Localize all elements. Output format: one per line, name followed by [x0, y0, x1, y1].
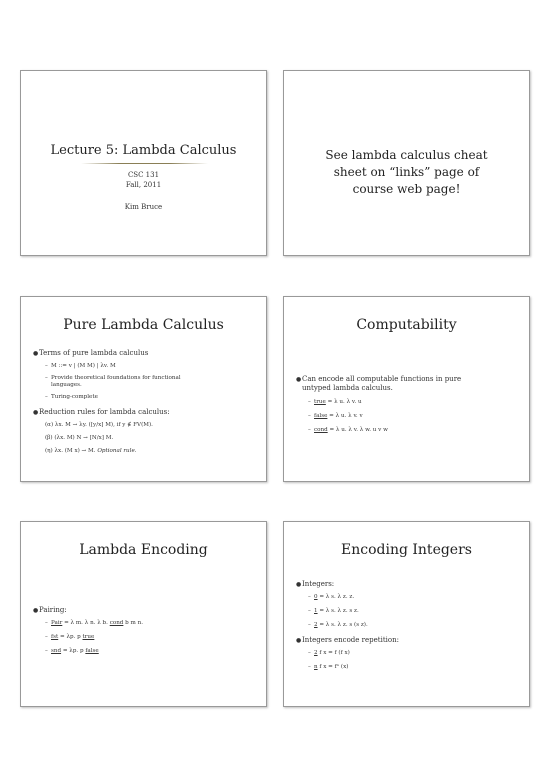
int-one: – 1 = λ s. λ z. s z. [308, 608, 359, 614]
bullet-dot-icon: ● [296, 376, 302, 383]
slide-title: Encoding Integers [341, 542, 472, 558]
bullet-dot-icon: ● [33, 409, 39, 416]
body-line-2: sheet on “links” page of [333, 165, 480, 179]
bullet-dot-icon: ● [296, 581, 302, 588]
slide-pure-lambda [20, 296, 267, 482]
course-code: CSC 131 [127, 171, 160, 179]
bullet-repetition: ●Integers encode repetition: [296, 636, 399, 644]
bullet-dot-icon: ● [33, 350, 39, 357]
bullet-dot-icon: ● [296, 637, 302, 644]
def-pair: – Pair = λ m. λ n. λ b. cond b m n. [45, 620, 143, 626]
int-zero: – 0 = λ s. λ z. z. [308, 594, 355, 600]
bullet-reduction: ●Reduction rules for lambda calculus: [33, 408, 170, 416]
rep-two: – 2 f x = f (f x) [308, 650, 350, 656]
slide-encoding-integers [283, 521, 530, 707]
rep-n: – n f x = fⁿ (x) [308, 664, 349, 670]
bullet-dot-icon: ● [33, 607, 39, 614]
author: Kim Bruce [124, 203, 163, 211]
def-true: – true = λ u. λ v. u [308, 399, 362, 405]
body-line-1: See lambda calculus cheat [325, 148, 488, 162]
body-line-3: course web page! [352, 182, 461, 196]
def-snd: – snd = λp. p false [45, 648, 99, 654]
slide-title: Lecture 5: Lambda Calculus [50, 143, 237, 158]
slide-title: Lambda Encoding [79, 542, 208, 558]
bullet-integers: ●Integers: [296, 580, 335, 588]
slide-lambda-encoding [20, 521, 267, 707]
rule-alpha: (α) λx. M → λy. ([y/x] M), if y ∉ FV(M). [45, 422, 153, 428]
slide-cheat-sheet [283, 70, 530, 256]
bullet-terms: ●Terms of pure lambda calculus [33, 349, 149, 357]
bullet-pairing: ●Pairing: [33, 606, 67, 614]
slide-computability [283, 296, 530, 482]
def-cond: – cond = λ u. λ v. λ w. u v w [308, 427, 388, 433]
rule-eta: (η) λx. (M x) → M. Optional rule. [45, 448, 137, 454]
sub-item: – Turing-complete [45, 394, 98, 400]
bullet-encode: ●Can encode all computable functions in pure [296, 375, 462, 383]
title-divider [81, 163, 208, 164]
slide-title: Computability [356, 317, 457, 333]
term: Fall, 2011 [125, 181, 162, 189]
int-two: – 2 = λ s. λ z. s (s z). [308, 622, 368, 628]
sub-item: – M ::= v | (M M) | λv. M [45, 363, 116, 369]
slide-title: Pure Lambda Calculus [63, 317, 224, 333]
def-false: – false = λ u. λ v. v [308, 413, 363, 419]
rule-beta: (β) (λx. M) N → [N/x] M. [45, 435, 114, 441]
slide-lecture-title [20, 70, 267, 256]
sub-item: – Provide theoretical foundations for functional [45, 375, 181, 381]
bullet-encode-cont: untyped lambda calculus. [302, 384, 393, 392]
sub-item-cont: languages. [51, 382, 82, 388]
slide-body [294, 147, 519, 198]
def-fst: – fst = λp. p true [45, 634, 95, 640]
